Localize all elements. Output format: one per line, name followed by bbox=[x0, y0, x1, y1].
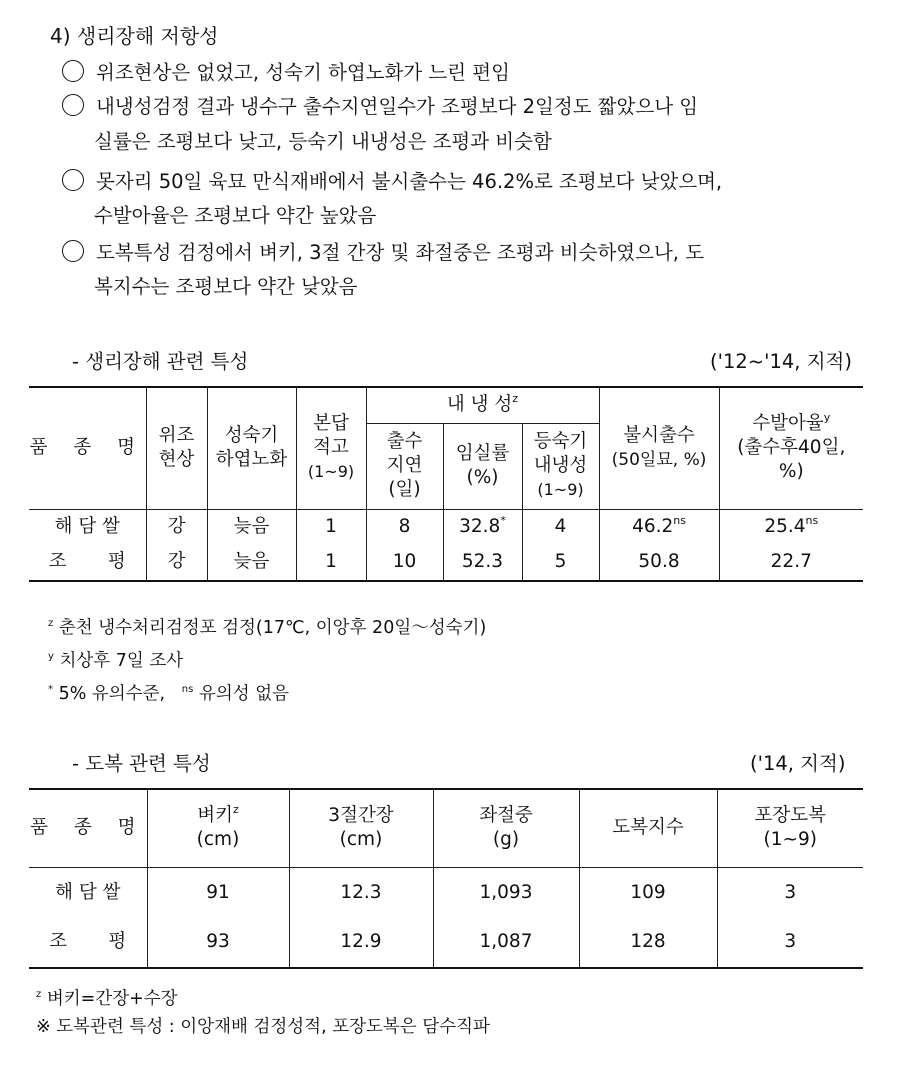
col-wilt: 위조 현상 bbox=[146, 387, 207, 509]
col-crop: 본답 적고 (1~9) bbox=[296, 387, 366, 509]
table1-note-sig: * 5% 유의수준, $^{ns}$ 유의성 없음 bbox=[48, 684, 290, 704]
table2-period: ('14, 지적) bbox=[750, 752, 846, 775]
table2-caption: - 도복 관련 특성 bbox=[72, 752, 211, 775]
col-ripening-cold: 등숙기 내냉성 (1~9) bbox=[522, 423, 599, 509]
circle-bullet-icon bbox=[62, 240, 84, 262]
lodging-table bbox=[29, 788, 863, 969]
circle-bullet-icon bbox=[62, 169, 84, 191]
bullet-2: 내냉성검정 결과 냉수구 출수지연일수가 조평보다 2일정도 짧았으나 임 bbox=[62, 90, 698, 124]
table-row: 조 평 93 12.9 1,087 128 3 bbox=[29, 918, 863, 968]
col-third-internode: 3절간장 (cm) bbox=[289, 789, 433, 867]
table2-note-z: $^z$ 벼키=간장+수장 bbox=[36, 989, 178, 1009]
table1-period: ('12~'14, 지적) bbox=[710, 350, 852, 373]
bullet-4: 도복특성 검정에서 벼키, 3절 간장 및 좌절중은 조평과 비슷하였으나, 도 bbox=[62, 236, 704, 270]
bullet-4-cont: 복지수는 조평보다 약간 낮았음 bbox=[94, 275, 358, 298]
table1-note-z: $^z$ 춘천 냉수처리검정포 검정(17℃, 이앙후 20일～성숙기) bbox=[48, 618, 487, 638]
circle-bullet-icon bbox=[62, 60, 84, 82]
col-breaking: 좌절중 (g) bbox=[433, 789, 579, 867]
table2-note-ref: ※ 도복관련 특성 : 이앙재배 검정성적, 포장도복은 담수직파 bbox=[36, 1017, 490, 1037]
bullet-1: 위조현상은 없었고, 성숙기 하엽노화가 느린 편임 bbox=[62, 56, 510, 90]
col-variety: 품 종 명 bbox=[29, 387, 146, 509]
bullet-2-cont: 실률은 조평보다 낮고, 등숙기 내냉성은 조평과 비슷함 bbox=[94, 130, 552, 153]
table-row: 해 담 쌀 강 늦음 1 8 32.8* 4 $46.2^{ns}$ $25.4^{ns}$ bbox=[29, 509, 863, 544]
col-field-lodging: 포장도복 (1~9) bbox=[717, 789, 863, 867]
col-untimely: 불시출수 (50일묘, %) bbox=[599, 387, 719, 509]
col-senescence: 성숙기 하엽노화 bbox=[207, 387, 296, 509]
table-row: 조 평 강 늦음 1 10 52.3 5 50.8 22.7 bbox=[29, 544, 863, 581]
table-row: 해 담 쌀 91 12.3 1,093 109 3 bbox=[29, 867, 863, 918]
section-title: 4) 생리장해 저항성 bbox=[50, 24, 219, 48]
physiology-table bbox=[29, 386, 863, 582]
table1-caption: - 생리장해 관련 특성 bbox=[72, 350, 249, 373]
col-fertility: 임실률 (%) bbox=[443, 423, 522, 509]
col-heading-delay: 출수 지연 (일) bbox=[366, 423, 443, 509]
col-lodging-index: 도복지수 bbox=[579, 789, 717, 867]
table1-note-y: $^y$ 치상후 7일 조사 bbox=[48, 651, 184, 671]
col-culm: 벼키$^z$ (cm) bbox=[147, 789, 289, 867]
circle-bullet-icon bbox=[62, 94, 84, 116]
col-cold-group: 내 냉 성$^z$ bbox=[366, 387, 599, 423]
col-variety: 품 종 명 bbox=[29, 789, 147, 867]
bullet-3: 못자리 50일 육묘 만식재배에서 불시출수는 46.2%로 조평보다 낮았으며, bbox=[62, 165, 722, 199]
col-sprouting: 수발아율$^y$ (출수후40일, %) bbox=[719, 387, 863, 509]
bullet-3-cont: 수발아율은 조평보다 약간 높았음 bbox=[94, 204, 377, 227]
